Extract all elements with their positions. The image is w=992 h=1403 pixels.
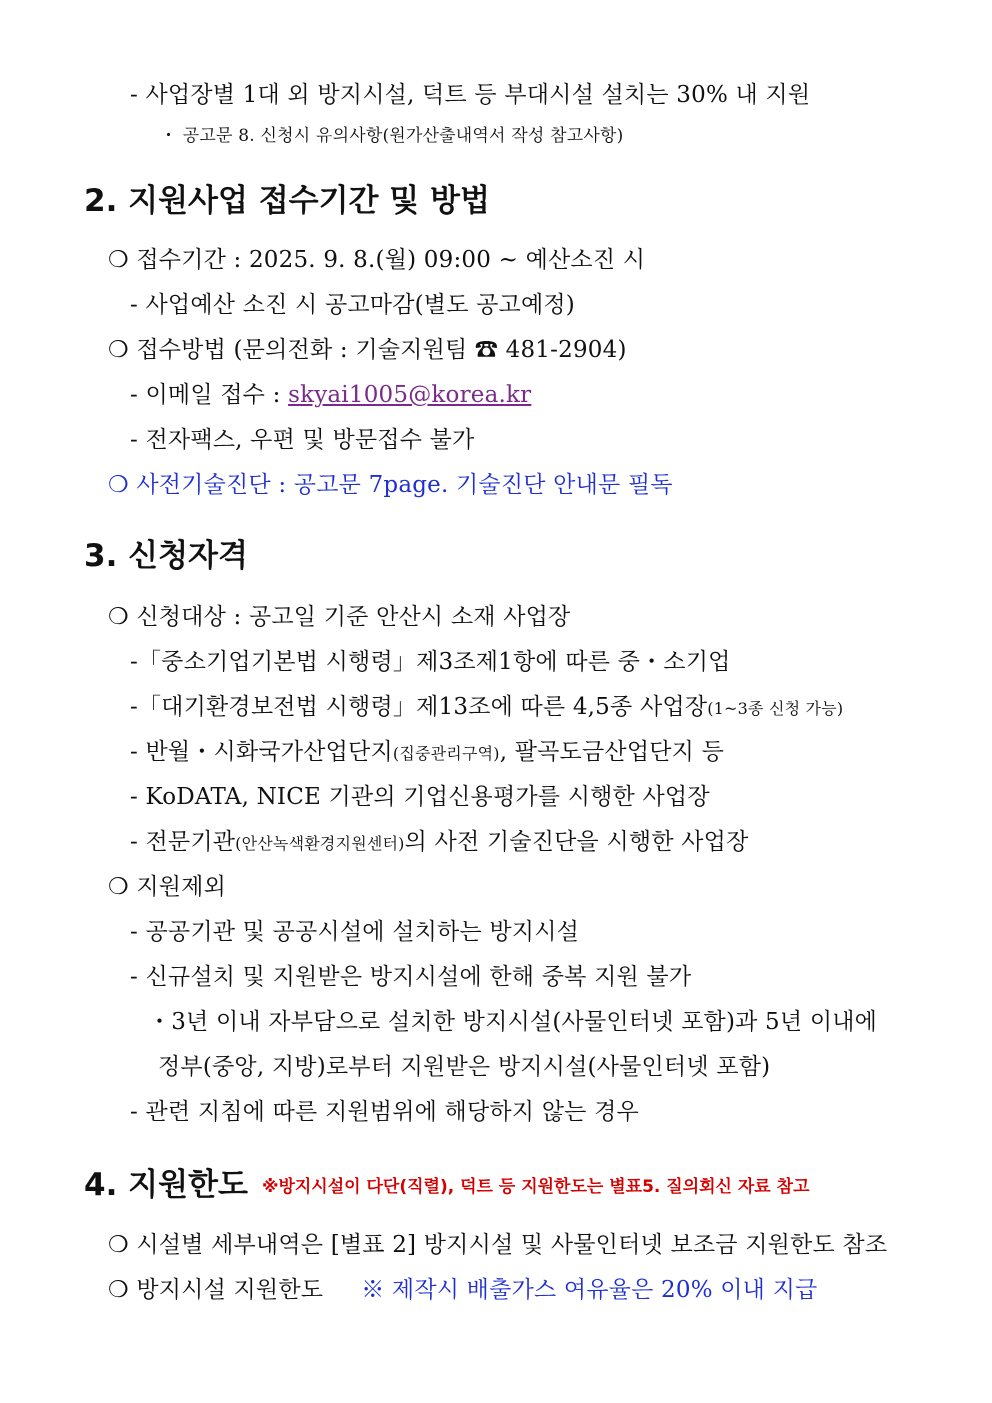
eligibility-item-complex-small: (집중관리구역) bbox=[392, 744, 500, 763]
eligibility-item-diagnosis-small: (안산녹색환경지원센터) bbox=[235, 834, 405, 853]
section-3-heading: 3. 신청자격 bbox=[84, 538, 248, 574]
prevention-facility-limit-label: ❍ 방지시설 지원한도 bbox=[108, 1277, 324, 1303]
eligibility-item-class-small: (1~3종 신청 가능) bbox=[707, 699, 844, 718]
pre-diagnosis-note: ❍ 사전기술진단 : 공고문 7page. 기술진단 안내문 필독 bbox=[108, 472, 673, 498]
section-4-red-note: ※방지시설이 다단(직렬), 덕트 등 지원한도는 별표5. 질의회신 자료 참고 bbox=[261, 1177, 810, 1197]
no-fax-note: - 전자팩스, 우편 및 방문접수 불가 bbox=[130, 427, 475, 453]
email-label: - 이메일 접수 : bbox=[130, 382, 289, 408]
eligibility-item-class-main: -「대기환경보전법 시행령」제13조에 따른 4,5종 사업장 bbox=[130, 694, 708, 720]
eligibility-item-diagnosis bbox=[130, 827, 749, 859]
eligibility-item-credit: - KoDATA, NICE 기관의 기업신용평가를 시행한 사업장 bbox=[130, 784, 710, 810]
exclusion-detail-line2: 정부(중앙, 지방)로부터 지원받은 방지시설(사물인터넷 포함) bbox=[158, 1054, 771, 1080]
section-4-title: 4. 지원한도 bbox=[84, 1167, 248, 1203]
prevention-facility-limit bbox=[108, 1275, 817, 1305]
facility-detail-reference: ❍ 시설별 세부내역은 [별표 2] 방지시설 및 사물인터넷 보조금 지원한도 참조 bbox=[108, 1232, 888, 1258]
eligibility-item-class bbox=[130, 692, 843, 724]
email-application bbox=[130, 380, 531, 410]
section-2-heading: 2. 지원사업 접수기간 및 방법 bbox=[84, 183, 490, 219]
subsidy-limit-note: - 사업장별 1대 외 방지시설, 덕트 등 부대시설 설치는 30% 내 지원 bbox=[130, 82, 811, 108]
cost-reference-note: ・ 공고문 8. 신청시 유의사항(원가산출내역서 작성 참고사항) bbox=[160, 126, 624, 146]
exclusion-detail-line1: ・3년 이내 자부담으로 설치한 방지시설(사물인터넷 포함)과 5년 이내에 bbox=[148, 1009, 878, 1035]
eligibility-item-diagnosis-a: - 전문기관 bbox=[130, 829, 236, 855]
application-period: ❍ 접수기간 : 2025. 9. 8.(월) 09:00 ~ 예산소진 시 bbox=[108, 247, 646, 273]
eligibility-item-complex-a: - 반월・시화국가산업단지 bbox=[130, 739, 393, 765]
application-method: ❍ 접수방법 (문의전화 : 기술지원팀 ☎ 481-2904) bbox=[108, 337, 627, 363]
email-link[interactable]: skyai1005@korea.kr bbox=[288, 382, 532, 408]
period-note: - 사업예산 소진 시 공고마감(별도 공고예정) bbox=[130, 292, 575, 318]
exhaust-margin-note: ※ 제작시 배출가스 여유율은 20% 이내 지급 bbox=[361, 1277, 818, 1303]
exclusion-item-scope: - 관련 지침에 따른 지원범위에 해당하지 않는 경우 bbox=[130, 1099, 639, 1125]
eligibility-target: ❍ 신청대상 : 공고일 기준 안산시 소재 사업장 bbox=[108, 604, 571, 630]
section-4-heading bbox=[84, 1165, 810, 1207]
eligibility-item-complex bbox=[130, 737, 724, 769]
exclusion-item-duplicate: - 신규설치 및 지원받은 방지시설에 한해 중복 지원 불가 bbox=[130, 964, 692, 990]
eligibility-item-sme: -「중소기업기본법 시행령」제3조제1항에 따른 중・소기업 bbox=[130, 649, 731, 675]
eligibility-item-diagnosis-b: 의 사전 기술진단을 시행한 사업장 bbox=[404, 829, 749, 855]
eligibility-item-complex-b: , 팔곡도금산업단지 등 bbox=[499, 739, 724, 765]
exclusion-title: ❍ 지원제외 bbox=[108, 874, 227, 900]
exclusion-item-public: - 공공기관 및 공공시설에 설치하는 방지시설 bbox=[130, 919, 580, 945]
